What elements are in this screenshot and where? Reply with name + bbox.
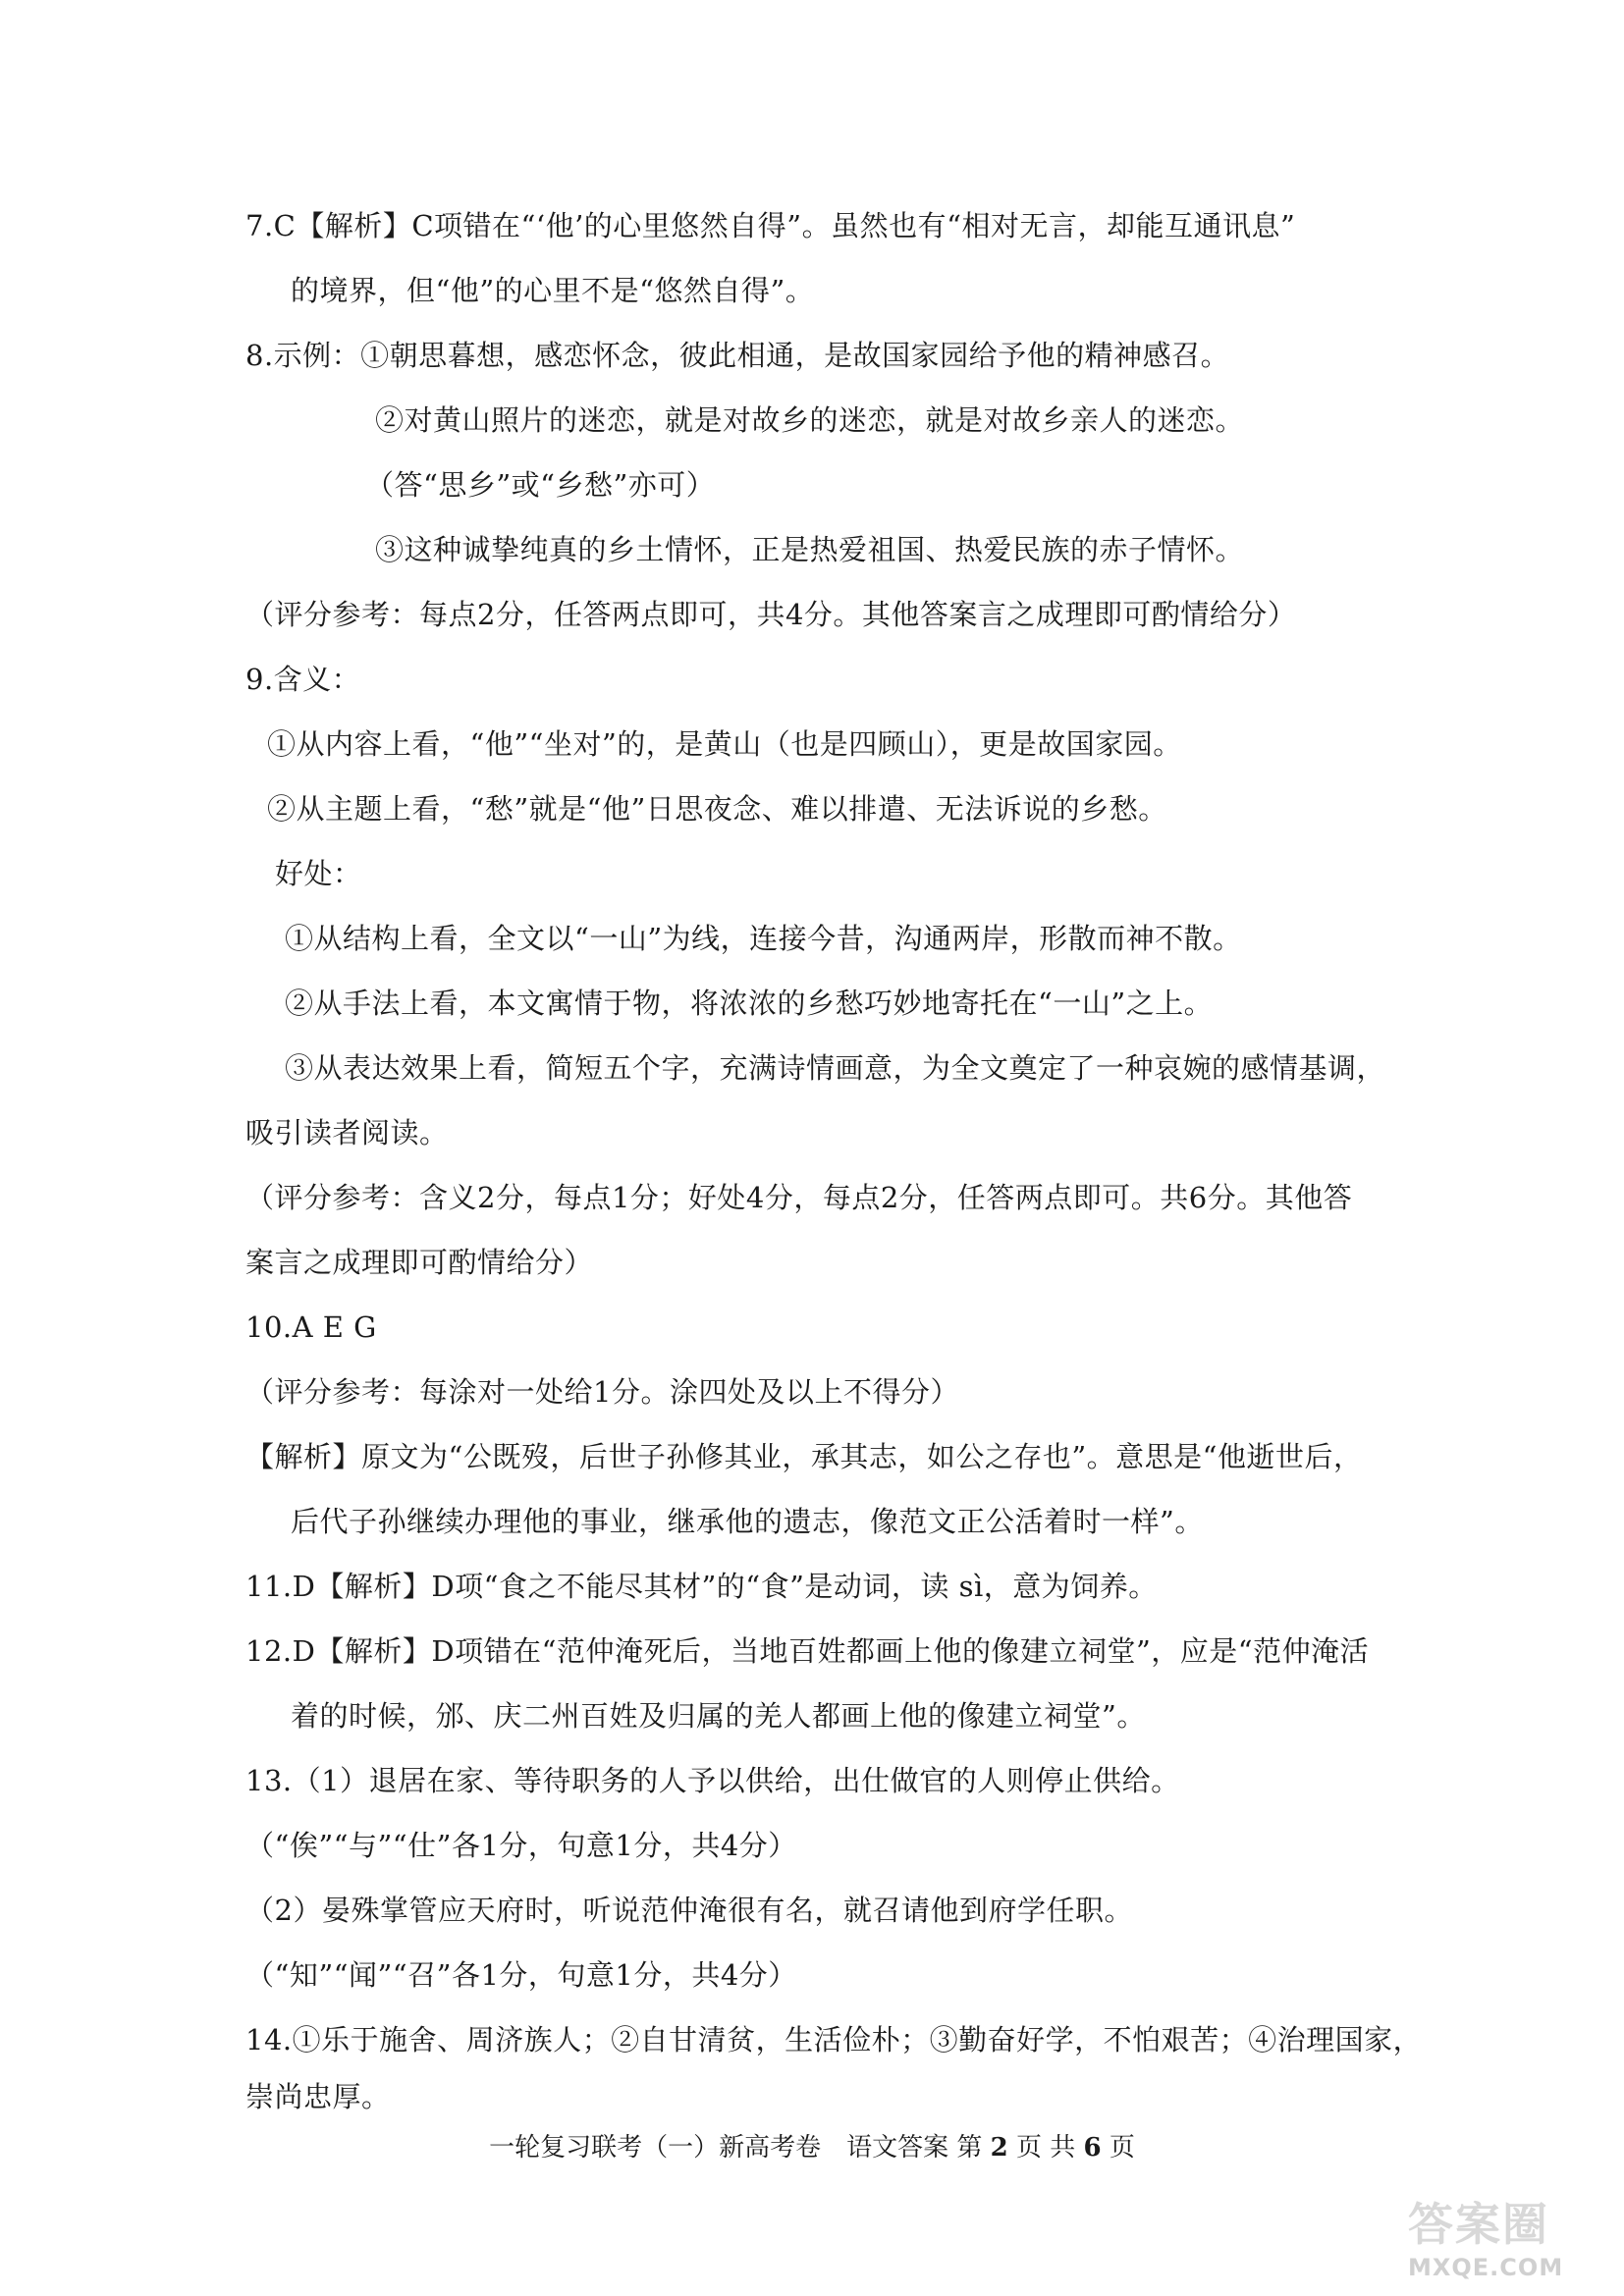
answer-line-9b: ②从主题上看，“愁”就是“他”日思夜念、难以排遣、无法诉说的乡愁。 <box>267 792 1167 826</box>
answer-line-12b: 着的时候，邠、庆二州百姓及归属的羌人都画上他的像建立祠堂”。 <box>291 1699 1146 1733</box>
analysis-line-10b: 后代子孙继续办理他的事业，继承他的遗志，像范文正公活着时一样”。 <box>291 1505 1204 1538</box>
scoring-note-9a: （评分参考：含义2分，每点1分；好处4分，每点2分，任答两点即可。共6分。其他答 <box>245 1181 1353 1214</box>
answer-line-9c: ①从结构上看，全文以“一山”为线，连接今昔，沟通两岸，形散而神不散。 <box>285 922 1242 955</box>
scoring-note-13a: （“俟”“与”“仕”各1分，句意1分，共4分） <box>245 1829 797 1862</box>
answer-line-9f: 吸引读者阅读。 <box>245 1116 449 1149</box>
answer-line-11: 11.D【解析】D项“食之不能尽其材”的“食”是动词，读 sì，意为饲养。 <box>245 1570 1158 1603</box>
answer-line-13a: 13.（1）退居在家、等待职务的人予以供给，出仕做官的人则停止供给。 <box>245 1764 1180 1797</box>
answer-line-9-benefit-heading: 好处： <box>275 857 362 890</box>
scoring-note-10: （评分参考：每涂对一处给1分。涂四处及以上不得分） <box>245 1375 959 1409</box>
answer-line-13b: （2）晏殊掌管应天府时，听说范仲淹很有名，就召请他到府学任职。 <box>245 1894 1133 1927</box>
answer-line-9d: ②从手法上看，本文寓情于物，将浓浓的乡愁巧妙地寄托在“一山”之上。 <box>285 987 1214 1020</box>
scoring-note-9b: 案言之成理即可酌情给分） <box>245 1246 594 1279</box>
watermark-url: MXQE.COM <box>1408 2254 1564 2281</box>
watermark-logo-text: 答案圈 <box>1408 2198 1549 2251</box>
answer-line-14a: 14.①乐于施舍、周济族人；②自甘清贫，生活俭朴；③勤奋好学，不怕艰苦；④治理国家， <box>245 2023 1423 2056</box>
page-footer <box>0 2130 1624 2165</box>
footer-page-total: 6 <box>1083 2133 1102 2163</box>
answer-line-7b: 的境界，但“他”的心里不是“悠然自得”。 <box>291 274 815 307</box>
footer-page-current: 2 <box>990 2133 1008 2163</box>
analysis-line-10a: 【解析】原文为“公既歿，后世子孙修其业，承其志，如公之存也”。意思是“他逝世后， <box>245 1440 1363 1473</box>
scoring-note-13b: （“知”“闻”“召”各1分，句意1分，共4分） <box>245 1958 797 1992</box>
answer-line-8c: （答“思乡”或“乡愁”亦可） <box>365 468 716 502</box>
answer-line-8b: ②对黄山照片的迷恋，就是对故乡的迷恋，就是对故乡亲人的迷恋。 <box>375 403 1245 437</box>
answer-line-12a: 12.D【解析】D项错在“范仲淹死后，当地百姓都画上他的像建立祠堂”，应是“范仲淹活 <box>245 1634 1370 1668</box>
footer-suffix: 页 <box>1109 2133 1135 2163</box>
answer-line-7a: 7.C【解析】C项错在“‘他’的心里悠然自得”。虽然也有“相对无言，却能互通讯息” <box>245 209 1296 242</box>
scoring-note-8: （评分参考：每点2分，任答两点即可，共4分。其他答案言之成理即可酌情给分） <box>245 598 1297 631</box>
footer-prefix: 一轮复习联考（一）新高考卷 语文答案 第 <box>489 2133 983 2163</box>
site-watermark <box>1408 2196 1604 2284</box>
answer-line-8d: ③这种诚挚纯真的乡土情怀，正是热爱祖国、热爱民族的赤子情怀。 <box>375 533 1245 566</box>
answer-line-8a: 8.示例：①朝思暮想，感恋怀念，彼此相通，是故国家园给予他的精神感召。 <box>245 339 1230 372</box>
answer-line-14b: 崇尚忠厚。 <box>245 2080 391 2113</box>
answer-line-9e: ③从表达效果上看，简短五个字，充满诗情画意，为全文奠定了一种哀婉的感情基调， <box>285 1051 1386 1085</box>
answer-line-9a: ①从内容上看，“他”“坐对”的，是黄山（也是四顾山），更是故国家园。 <box>267 727 1182 761</box>
footer-mid: 页 共 <box>1015 2133 1076 2163</box>
answer-line-9-heading: 9.含义： <box>245 663 361 696</box>
answer-line-10: 10.A E G <box>245 1310 377 1344</box>
